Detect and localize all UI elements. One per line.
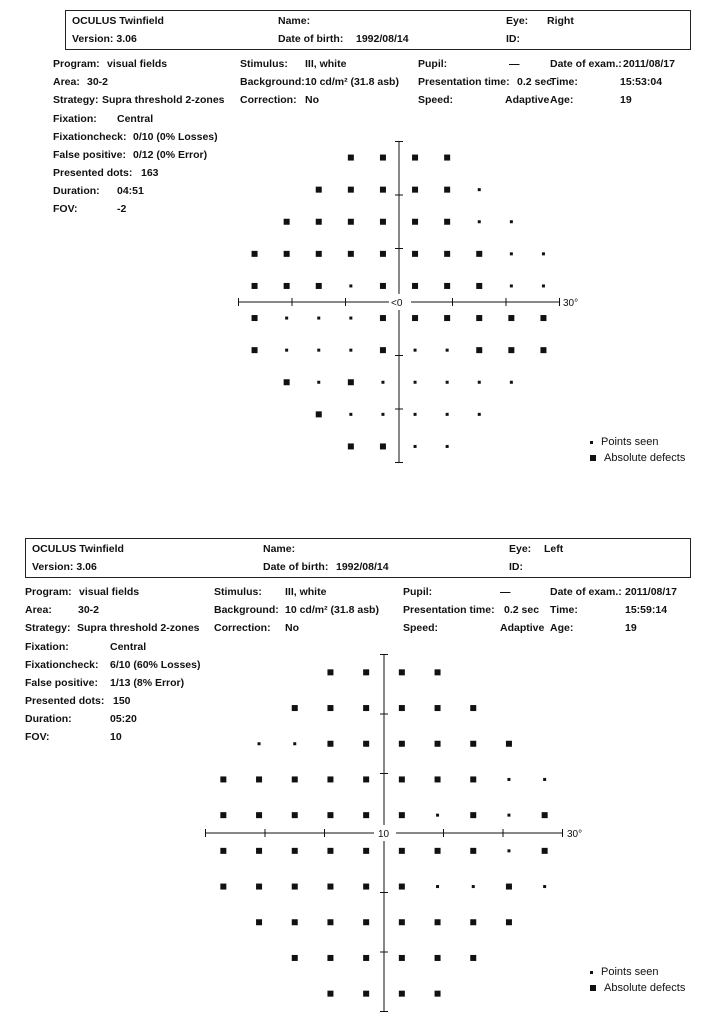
false-positive-label: False positive: bbox=[53, 149, 126, 161]
absolute-defect-point bbox=[327, 669, 333, 675]
area-label: Area: bbox=[53, 76, 80, 88]
absolute-defect-point bbox=[412, 315, 418, 321]
legend-defect-text: Absolute defects bbox=[604, 982, 686, 994]
fixation-value: Central bbox=[110, 641, 147, 653]
absolute-defect-point bbox=[220, 884, 226, 890]
absolute-defect-point bbox=[256, 776, 262, 782]
presented-dots-label: Presented dots: bbox=[53, 167, 133, 179]
seen-point bbox=[349, 413, 352, 416]
absolute-defect-point bbox=[256, 919, 262, 925]
seen-point bbox=[472, 885, 475, 888]
absolute-defect-point bbox=[220, 776, 226, 782]
seen-point bbox=[478, 381, 481, 384]
seen-point bbox=[507, 778, 510, 781]
absolute-defect-point bbox=[435, 741, 441, 747]
absolute-defect-point bbox=[470, 705, 476, 711]
center-label: <0 bbox=[391, 298, 403, 309]
absolute-defect-point bbox=[292, 848, 298, 854]
seen-point bbox=[349, 284, 352, 287]
absolute-defect-point bbox=[470, 741, 476, 747]
absolute-defect-point bbox=[476, 283, 482, 289]
correction-value: No bbox=[305, 94, 319, 106]
id-label: ID: bbox=[509, 561, 523, 573]
duration-value: 04:51 bbox=[117, 185, 144, 197]
absolute-defect-point bbox=[348, 251, 354, 257]
legend-points-seen bbox=[590, 966, 658, 978]
seen-point bbox=[414, 413, 417, 416]
fixationcheck-value: 0/10 (0% Losses) bbox=[133, 131, 218, 143]
absolute-defect-point bbox=[540, 347, 546, 353]
presentation-value: 0.2 sec bbox=[517, 76, 553, 88]
version: Version: 3.06 bbox=[32, 561, 97, 573]
strategy-label: Strategy: bbox=[53, 94, 99, 106]
absolute-defect-point bbox=[316, 411, 322, 417]
absolute-defect-point bbox=[444, 187, 450, 193]
absolute-defect-point bbox=[252, 347, 258, 353]
absolute-defect-point bbox=[327, 812, 333, 818]
absolute-defect-point bbox=[348, 155, 354, 161]
seen-point bbox=[543, 778, 546, 781]
absolute-defect-point bbox=[284, 379, 290, 385]
absolute-defect-point bbox=[292, 884, 298, 890]
visual-field-plot bbox=[0, 528, 715, 1033]
seen-point bbox=[436, 885, 439, 888]
absolute-defect-point bbox=[348, 187, 354, 193]
presented-dots-value: 150 bbox=[113, 695, 131, 707]
strategy-value: Supra threshold 2-zones bbox=[77, 622, 200, 634]
report-left-eye bbox=[0, 528, 715, 1033]
seen-point bbox=[542, 284, 545, 287]
background-label: Background: bbox=[214, 604, 279, 616]
absolute-defect-point bbox=[444, 283, 450, 289]
absolute-defect-point bbox=[380, 251, 386, 257]
absolute-defect-point bbox=[327, 919, 333, 925]
seen-point bbox=[510, 284, 513, 287]
fixationcheck-label: Fixationcheck: bbox=[25, 659, 99, 671]
seen-point bbox=[285, 349, 288, 352]
points-seen-icon bbox=[590, 971, 593, 974]
eye-label: Eye: bbox=[509, 543, 532, 555]
legend-points-seen bbox=[590, 436, 658, 448]
absolute-defect-point bbox=[470, 955, 476, 961]
absolute-defect-point bbox=[284, 219, 290, 225]
absolute-defect-point bbox=[435, 705, 441, 711]
name-label: Name: bbox=[278, 15, 311, 27]
absolute-defect-point bbox=[327, 884, 333, 890]
fixation-value: Central bbox=[117, 113, 154, 125]
pupil-value: — bbox=[509, 58, 520, 70]
seen-point bbox=[507, 849, 510, 852]
seen-point bbox=[446, 381, 449, 384]
absolute-defect-point bbox=[444, 155, 450, 161]
absolute-defect-point bbox=[348, 219, 354, 225]
absolute-defect-point bbox=[412, 251, 418, 257]
absolute-defect-point bbox=[327, 776, 333, 782]
absolute-defect-point bbox=[412, 283, 418, 289]
absolute-defect-point bbox=[399, 991, 405, 997]
absolute-defect-point bbox=[363, 955, 369, 961]
absolute-defect-point bbox=[316, 283, 322, 289]
program-label: Program: bbox=[53, 58, 100, 70]
absolute-defect-point bbox=[542, 848, 548, 854]
duration-label: Duration: bbox=[25, 713, 72, 725]
speed-label: Speed: bbox=[418, 94, 454, 106]
presented-dots-value: 163 bbox=[141, 167, 159, 179]
fixation-label: Fixation: bbox=[25, 641, 69, 653]
duration-label: Duration: bbox=[53, 185, 100, 197]
absolute-defect-point bbox=[363, 741, 369, 747]
absolute-defect-point bbox=[327, 705, 333, 711]
absolute-defect-point bbox=[412, 155, 418, 161]
pupil-label: Pupil: bbox=[403, 586, 433, 598]
absolute-defect-point bbox=[380, 187, 386, 193]
fixationcheck-label: Fixationcheck: bbox=[53, 131, 127, 143]
exam-date-label: Date of exam.: bbox=[550, 586, 622, 598]
absolute-defect-point bbox=[399, 669, 405, 675]
seen-point bbox=[446, 445, 449, 448]
absolute-defect-point bbox=[256, 884, 262, 890]
false-positive-value: 0/12 (0% Error) bbox=[133, 149, 208, 161]
absolute-defect-point bbox=[292, 776, 298, 782]
eye-label: Eye: bbox=[506, 15, 529, 27]
false-positive-value: 1/13 (8% Error) bbox=[110, 677, 185, 689]
absolute-defect-point bbox=[252, 315, 258, 321]
absolute-defect-point bbox=[284, 283, 290, 289]
seen-point bbox=[381, 381, 384, 384]
absolute-defect-point bbox=[380, 283, 386, 289]
seen-point bbox=[414, 445, 417, 448]
eye-value: Left bbox=[544, 543, 564, 555]
absolute-defect-point bbox=[476, 347, 482, 353]
absolute-defect-point bbox=[380, 347, 386, 353]
absolute-defect-point bbox=[380, 219, 386, 225]
absolute-defect-point bbox=[508, 315, 514, 321]
correction-label: Correction: bbox=[240, 94, 297, 106]
area-value: 30-2 bbox=[87, 76, 109, 88]
axis-degree-label: 30° bbox=[563, 298, 579, 309]
seen-point bbox=[507, 814, 510, 817]
absolute-defect-point bbox=[476, 315, 482, 321]
age-label: Age: bbox=[550, 94, 574, 106]
absolute-defect-point bbox=[252, 251, 258, 257]
absolute-defect-point bbox=[327, 741, 333, 747]
absolute-defect-point bbox=[399, 705, 405, 711]
absolute-defect-point bbox=[292, 919, 298, 925]
area-label: Area: bbox=[25, 604, 52, 616]
id-label: ID: bbox=[506, 33, 520, 45]
age-value: 19 bbox=[625, 622, 637, 634]
version: Version: 3.06 bbox=[72, 33, 137, 45]
background-value: 10 cd/m² (31.8 asb) bbox=[285, 604, 379, 616]
fixationcheck-value: 6/10 (60% Losses) bbox=[110, 659, 201, 671]
absolute-defect-point bbox=[399, 884, 405, 890]
speed-value: Adaptive bbox=[505, 94, 550, 106]
absolute-defect-point bbox=[540, 315, 546, 321]
absolute-defect-point bbox=[316, 251, 322, 257]
absolute-defect-point bbox=[435, 955, 441, 961]
exam-date-label: Date of exam.: bbox=[550, 58, 622, 70]
axis-degree-label: 30° bbox=[567, 829, 583, 840]
background-label: Background: bbox=[240, 76, 305, 88]
stimulus-value: III, white bbox=[305, 58, 347, 70]
absolute-defect-point bbox=[252, 283, 258, 289]
absolute-defect-point bbox=[327, 991, 333, 997]
name-label: Name: bbox=[263, 543, 296, 555]
program-value: visual fields bbox=[107, 58, 168, 70]
absolute-defect-point bbox=[348, 443, 354, 449]
fov-label: FOV: bbox=[25, 731, 50, 743]
absolute-defect-point bbox=[363, 848, 369, 854]
legend-defect-text: Absolute defects bbox=[604, 452, 686, 464]
background-value: 10 cd/m² (31.8 asb) bbox=[305, 76, 399, 88]
absolute-defect-point bbox=[220, 848, 226, 854]
absolute-defect-point bbox=[508, 347, 514, 353]
seen-point bbox=[293, 742, 296, 745]
absolute-defect-point bbox=[506, 884, 512, 890]
age-label: Age: bbox=[550, 622, 574, 634]
absolute-defect-point bbox=[380, 315, 386, 321]
device-name: OCULUS Twinfield bbox=[32, 543, 124, 555]
absolute-defect-icon bbox=[590, 985, 596, 991]
seen-point bbox=[349, 317, 352, 320]
absolute-defect-point bbox=[256, 812, 262, 818]
absolute-defect-point bbox=[470, 919, 476, 925]
fixation-label: Fixation: bbox=[53, 113, 97, 125]
dob-label: Date of birth: bbox=[263, 561, 329, 573]
correction-label: Correction: bbox=[214, 622, 271, 634]
absolute-defect-point bbox=[470, 848, 476, 854]
area-value: 30-2 bbox=[78, 604, 100, 616]
absolute-defect-point bbox=[435, 848, 441, 854]
absolute-defect-point bbox=[444, 219, 450, 225]
absolute-defect-point bbox=[256, 848, 262, 854]
points-seen-icon bbox=[590, 441, 593, 444]
pupil-label: Pupil: bbox=[418, 58, 448, 70]
program-value: visual fields bbox=[79, 586, 140, 598]
fov-value: -2 bbox=[117, 203, 127, 215]
absolute-defect-point bbox=[363, 776, 369, 782]
seen-point bbox=[349, 349, 352, 352]
fov-value: 10 bbox=[110, 731, 122, 743]
absolute-defect-point bbox=[412, 219, 418, 225]
duration-value: 05:20 bbox=[110, 713, 137, 725]
absolute-defect-point bbox=[380, 443, 386, 449]
legend-absolute-defects bbox=[590, 982, 685, 994]
absolute-defect-point bbox=[363, 884, 369, 890]
dob-label: Date of birth: bbox=[278, 33, 344, 45]
seen-point bbox=[317, 317, 320, 320]
legend-seen-text: Points seen bbox=[601, 436, 659, 448]
time-value: 15:53:04 bbox=[620, 76, 663, 88]
absolute-defect-point bbox=[542, 812, 548, 818]
time-value: 15:59:14 bbox=[625, 604, 668, 616]
absolute-defect-point bbox=[363, 812, 369, 818]
absolute-defect-point bbox=[363, 991, 369, 997]
absolute-defect-point bbox=[470, 812, 476, 818]
absolute-defect-point bbox=[327, 848, 333, 854]
absolute-defect-point bbox=[470, 776, 476, 782]
absolute-defect-point bbox=[399, 955, 405, 961]
correction-value: No bbox=[285, 622, 299, 634]
seen-point bbox=[510, 381, 513, 384]
dob-value: 1992/08/14 bbox=[336, 561, 389, 573]
absolute-defect-point bbox=[435, 919, 441, 925]
absolute-defect-point bbox=[380, 155, 386, 161]
absolute-defect-point bbox=[316, 219, 322, 225]
time-label: Time: bbox=[550, 76, 578, 88]
absolute-defect-point bbox=[316, 187, 322, 193]
absolute-defect-point bbox=[292, 705, 298, 711]
absolute-defect-point bbox=[412, 187, 418, 193]
absolute-defect-point bbox=[506, 919, 512, 925]
seen-point bbox=[510, 252, 513, 255]
exam-date-value: 2011/08/17 bbox=[625, 586, 677, 598]
dob-value: 1992/08/14 bbox=[356, 33, 409, 45]
absolute-defect-point bbox=[220, 812, 226, 818]
presentation-label: Presentation time: bbox=[403, 604, 495, 616]
eye-value: Right bbox=[547, 15, 574, 27]
absolute-defect-point bbox=[506, 741, 512, 747]
absolute-defect-point bbox=[444, 315, 450, 321]
stimulus-label: Stimulus: bbox=[240, 58, 288, 70]
seen-point bbox=[436, 814, 439, 817]
pupil-value: — bbox=[500, 586, 511, 598]
seen-point bbox=[446, 413, 449, 416]
false-positive-label: False positive: bbox=[25, 677, 98, 689]
absolute-defect-point bbox=[444, 251, 450, 257]
absolute-defect-point bbox=[399, 848, 405, 854]
strategy-value: Supra threshold 2-zones bbox=[102, 94, 225, 106]
seen-point bbox=[414, 381, 417, 384]
absolute-defect-point bbox=[284, 251, 290, 257]
absolute-defect-point bbox=[399, 812, 405, 818]
seen-point bbox=[542, 252, 545, 255]
absolute-defect-point bbox=[292, 812, 298, 818]
presentation-value: 0.2 sec bbox=[504, 604, 540, 616]
absolute-defect-point bbox=[363, 705, 369, 711]
seen-point bbox=[317, 381, 320, 384]
speed-label: Speed: bbox=[403, 622, 439, 634]
seen-point bbox=[381, 413, 384, 416]
age-value: 19 bbox=[620, 94, 632, 106]
absolute-defect-point bbox=[399, 776, 405, 782]
absolute-defect-point bbox=[292, 955, 298, 961]
center-label: 10 bbox=[378, 829, 390, 840]
presentation-label: Presentation time: bbox=[418, 76, 510, 88]
strategy-label: Strategy: bbox=[25, 622, 71, 634]
absolute-defect-point bbox=[399, 741, 405, 747]
visual-field-plot bbox=[0, 0, 715, 505]
absolute-defect-point bbox=[476, 251, 482, 257]
seen-point bbox=[543, 885, 546, 888]
seen-point bbox=[478, 220, 481, 223]
seen-point bbox=[317, 349, 320, 352]
legend-absolute-defects bbox=[590, 452, 685, 464]
report-right-eye bbox=[0, 0, 715, 505]
seen-point bbox=[510, 220, 513, 223]
seen-point bbox=[285, 317, 288, 320]
time-label: Time: bbox=[550, 604, 578, 616]
exam-date-value: 2011/08/17 bbox=[623, 58, 675, 70]
absolute-defect-point bbox=[348, 379, 354, 385]
legend-seen-text: Points seen bbox=[601, 966, 659, 978]
seen-point bbox=[258, 742, 261, 745]
seen-point bbox=[478, 188, 481, 191]
speed-value: Adaptive bbox=[500, 622, 545, 634]
absolute-defect-point bbox=[435, 776, 441, 782]
absolute-defect-point bbox=[363, 669, 369, 675]
absolute-defect-point bbox=[399, 919, 405, 925]
seen-point bbox=[446, 349, 449, 352]
presented-dots-label: Presented dots: bbox=[25, 695, 105, 707]
program-label: Program: bbox=[25, 586, 72, 598]
device-name: OCULUS Twinfield bbox=[72, 15, 164, 27]
stimulus-label: Stimulus: bbox=[214, 586, 262, 598]
absolute-defect-point bbox=[435, 991, 441, 997]
seen-point bbox=[414, 349, 417, 352]
fov-label: FOV: bbox=[53, 203, 78, 215]
stimulus-value: III, white bbox=[285, 586, 327, 598]
absolute-defect-point bbox=[435, 669, 441, 675]
absolute-defect-point bbox=[363, 919, 369, 925]
absolute-defect-point bbox=[327, 955, 333, 961]
seen-point bbox=[478, 413, 481, 416]
absolute-defect-icon bbox=[590, 455, 596, 461]
